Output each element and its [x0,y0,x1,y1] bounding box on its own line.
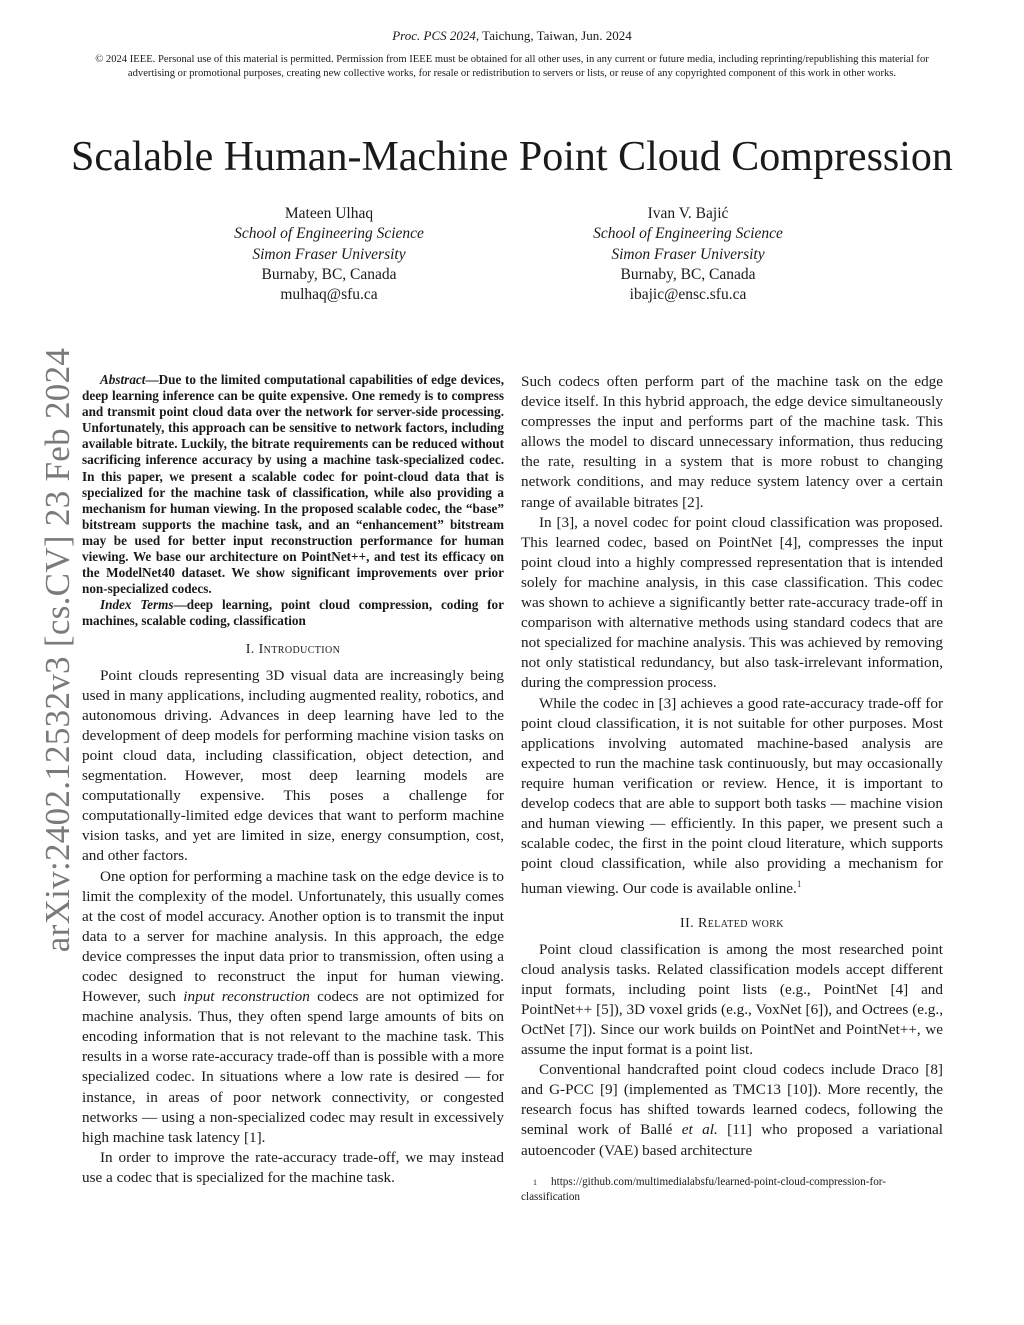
related-paragraph-1: Point cloud classification is among the most researched point cloud analysis tasks. Related classification models accept different input formats, including point lists (e.g., PointNet [4] and PointNet++ [5]), 3D voxel grids (e.g., VoxNet [6]), and Octrees (e.g., OctNet [7]). Since our work builds on PointNet and PointNet++, we assume the input format is a point list. [521,940,943,1059]
paper-title: Scalable Human-Machine Point Cloud Compression [71,134,953,180]
venue-name: Proc. PCS 2024 [392,28,476,43]
abstract-label: Abstract [100,372,146,387]
index-terms [82,597,504,629]
author-location: Burnaby, BC, Canada [620,265,756,283]
venue-details: , Taichung, Taiwan, Jun. 2024 [475,28,632,43]
related-p2-text-b: [11] who proposed a variational autoencoder (VAE) based architecture [521,1121,944,1159]
intro-p2-text-a: One option for performing a machine task on the edge device is to limit the complexity of the model. Unfortunately, this usually comes at the cost of model accuracy. Another option is to transmit the input data to a server for machine analysis. In this approach, the edge device compresses the input data prior to transmission, often using a codec designed to reconstruct the input for human viewing. However, such [82,867,504,1006]
index-terms-label: Index Terms [100,597,174,613]
related-p2-text-a: Conventional handcrafted point cloud codecs include Draco [8] and G-PCC [9] (implemented as TMC13 [10]). More recently, the research focus has shifted towards learned codecs, following the seminal work of Ballé [521,1061,943,1139]
related-paragraph-2 [521,1060,943,1160]
author-department: School of Engineering Science [234,225,424,243]
intro-paragraph-5: In [3], a novel codec for point cloud classification was proposed. This learned codec, based on PointNet [4], compresses the input point cloud into a highly compressed representation that is intended solely for machine analysis, in this case classification. This codec was shown to achieve a significantly better rate-accuracy trade-off in comparison with alternative methods using standard codecs that are not specialized for machine analysis. This was achieved by removing not only statistical redundancy, but also task-irrelevant information, during the compression process. [521,513,943,692]
intro-p2-emphasis: input reconstruction [183,988,310,1006]
arxiv-watermark: arXiv:2402.12532v3 [cs.CV] 23 Feb 2024 [38,347,77,953]
intro-paragraph-2 [82,867,504,1148]
author-university: Simon Fraser University [611,245,765,263]
author-email: mulhaq@sfu.ca [280,286,378,304]
author-block-1 [164,204,494,305]
index-terms-text: —deep learning, point cloud compression, coding for machines, scalable coding, classification [82,597,504,629]
author-email: ibajic@ensc.sfu.ca [629,286,747,304]
author-name: Ivan V. Bajić [647,205,729,222]
author-name: Mateen Ulhaq [284,205,374,222]
intro-paragraph-3: In order to improve the rate-accuracy trade-off, we may instead use a codec that is specialized for the machine task. [82,1148,504,1186]
footnote-mark: 1 [533,1177,537,1187]
intro-p2-text-b: codecs are not optimized for machine analysis. Thus, they often spend large amounts of bits on encoding information that is not relevant to the machine task. This results in a worse rate-accuracy trade-off than is possible with a more specialized codec. In situations where a low rate is desired — for instance, in areas of poor network connectivity, or congested networks — using a non-specialized codec may result in excessively high machine task latency [1]. [82,988,504,1146]
intro-paragraph-4: Such codecs often perform part of the machine task on the edge device itself. In this hybrid approach, the edge device simultaneously compresses the input and performs part of the machine task. This allows the model to discard unnecessary information, thus reducing the rate, resulting in a system that is more robust to changing network conditions, and may reduce system latency over a certain range of available bitrates [2]. [521,373,943,511]
intro-p6-text: While the codec in [3] achieves a good rate-accuracy trade-off for point cloud classification, it is not suitable for other purposes. Most applications involving automated machine-based analysis are expected to run the machine task continuously, but may occasionally require human verification or review. Hence, it is important to develop codecs that are able to support both tasks — machine vision and human viewing — efficiently. In this paper, we present such a scalable codec, the first in the point cloud literature, which supports point cloud classification, while also providing a mechanism for human viewing. Our code is available online. [521,694,943,898]
author-block-2 [523,204,853,305]
author-location: Burnaby, BC, Canada [261,265,397,283]
footnote-ref[interactable]: 1 [796,879,802,890]
footnote [521,1175,943,1205]
copyright-notice: © 2024 IEEE. Personal use of this material is permitted. Permission from IEEE must be obtained for all other uses, in any current or future media, including reprinting/republishing this material for advertising or promotional purposes, creating new collective works, for resale or redistribution to servers or lists, or reuse of any copyrighted component of this work in other works. [95,54,929,79]
intro-paragraph-6 [521,694,943,900]
footnote-url[interactable]: https://github.com/multimedialabsfu/learned-point-cloud-compression-for-classification [521,1175,887,1203]
venue-line [0,28,1024,44]
intro-paragraph-1: Point clouds representing 3D visual data are increasingly being used in many applications, including augmented reality, robotics, and autonomous driving. Advances in deep learning have led to the development of deep models for performing machine vision tasks on point cloud data, including classification, object detection, and segmentation. However, most deep learning models are computationally expensive. This poses a challenge for computationally-limited edge devices that want to perform machine vision tasks, and yet are limited in size, energy consumption, cost, and other factors. [82,666,504,865]
related-p2-emphasis: et al. [681,1121,718,1139]
abstract-text: —Due to the limited computational capabilities of edge devices, deep learning inference can be quite expensive. One remedy is to compress and transmit point cloud data over the network for server-side processing. Unfortunately, this approach can be sensitive to network factors, including available bitrate. Luckily, the bitrate requirements can be reduced without sacrificing inference accuracy by using a machine task-specialized codec. In this paper, we present a scalable codec for point-cloud data that is specialized for the machine task of classification, while also providing a mechanism for human viewing. In the proposed scalable codec, the “base” bitstream supports the machine task, and an “enhancement” bitstream may be used for better input reconstruction performance for human viewing. We base our architecture on PointNet++, and test its efficacy on the ModelNet40 dataset. We show significant improvements over prior non-specialized codecs. [82,372,504,597]
section-heading-introduction: I. Introduction [245,641,341,657]
author-department: School of Engineering Science [593,225,783,243]
right-column [521,372,943,1205]
abstract [82,372,504,597]
section-heading-related-work: II. Related work [680,915,784,931]
author-university: Simon Fraser University [252,245,406,263]
left-column [82,372,504,1188]
